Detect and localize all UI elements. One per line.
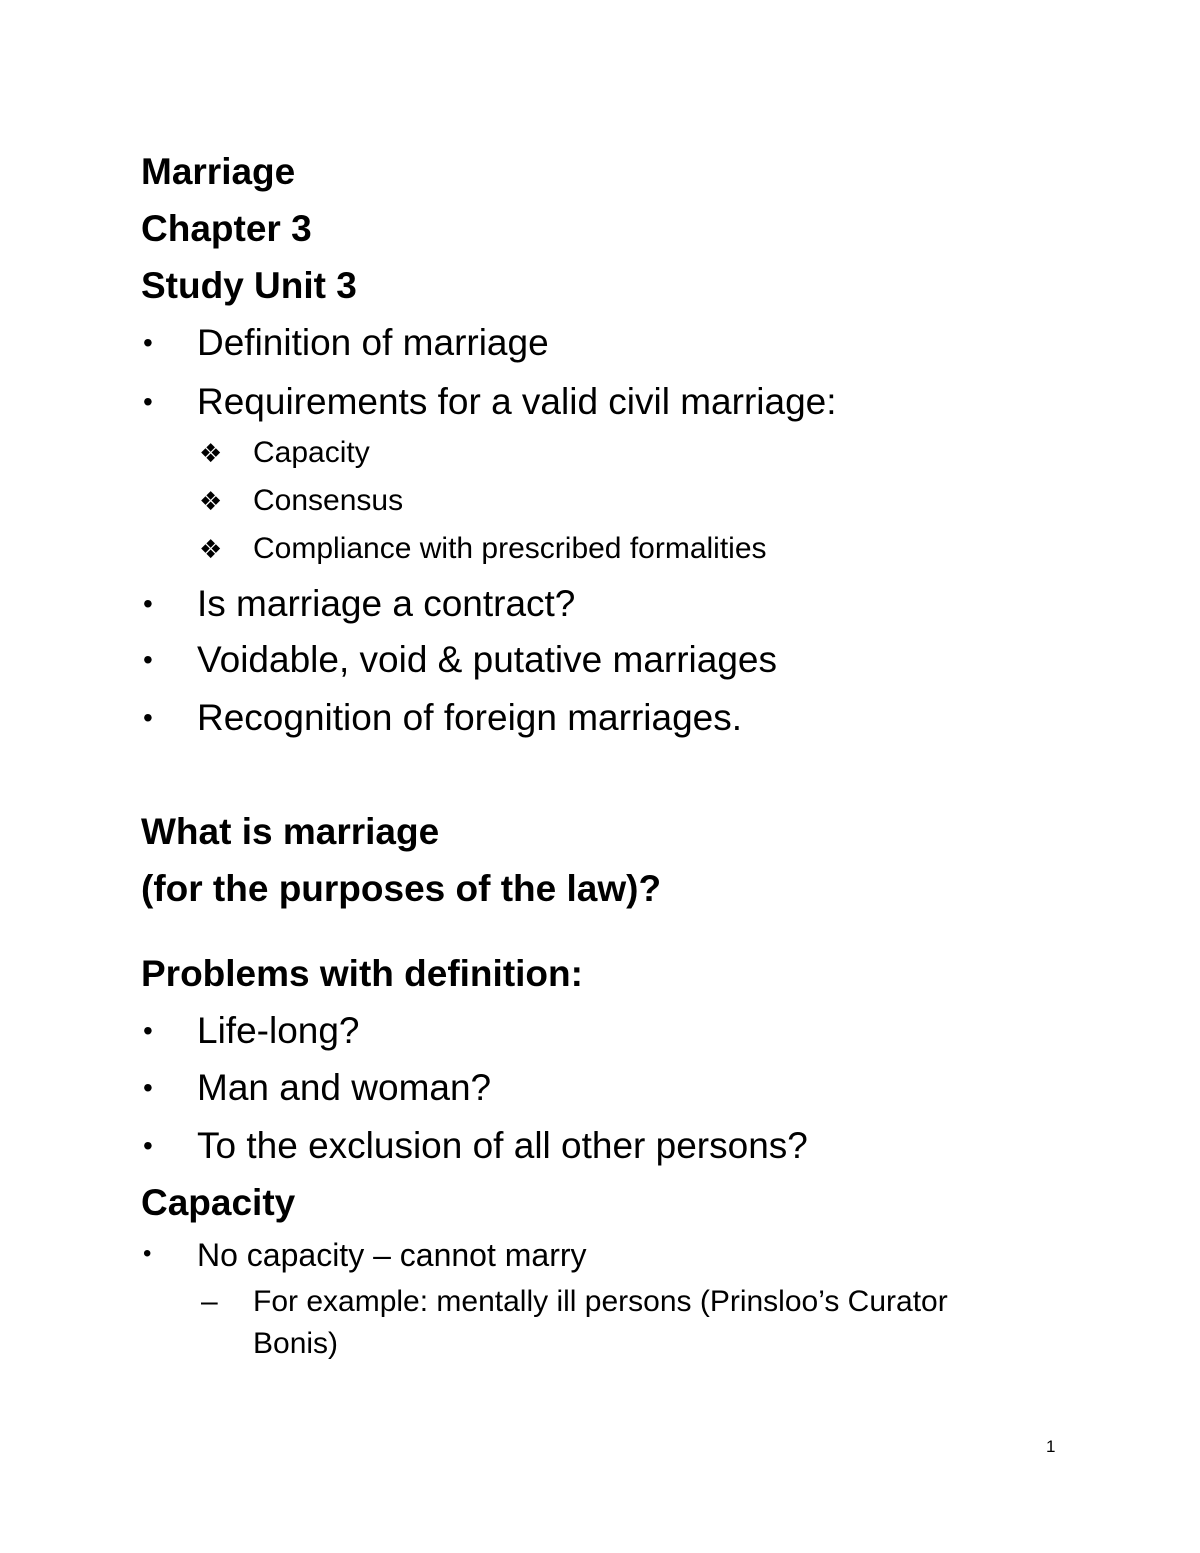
section-heading: (for the purposes of the law)?: [141, 868, 662, 909]
bullet-marker: •: [143, 702, 153, 733]
bullet-marker: •: [143, 1072, 153, 1103]
chapter-heading: Chapter 3: [141, 208, 312, 249]
bullet-marker: •: [143, 327, 153, 358]
section-heading: Capacity: [141, 1182, 296, 1223]
capacity-example: For example: mentally ill persons (Prinsloo’s Curator: [253, 1285, 948, 1318]
capacity-example-continued: Bonis): [253, 1327, 339, 1360]
section-heading: Problems with definition:: [141, 953, 583, 994]
capacity-item: No capacity – cannot marry: [197, 1237, 587, 1273]
outline-item: Voidable, void & putative marriages: [197, 639, 778, 680]
dash-marker: –: [201, 1285, 218, 1318]
diamond-bullet-icon: ❖: [199, 534, 223, 564]
requirement-item: Capacity: [253, 436, 370, 469]
diamond-bullet-icon: ❖: [199, 438, 223, 468]
problem-item: Man and woman?: [197, 1067, 492, 1108]
outline-item: Is marriage a contract?: [197, 583, 576, 624]
study-unit-heading: Study Unit 3: [141, 265, 357, 306]
bullet-marker: •: [143, 1015, 153, 1046]
bullet-marker: •: [143, 1240, 152, 1267]
outline-item: Recognition of foreign marriages.: [197, 697, 743, 738]
bullet-marker: •: [143, 588, 153, 619]
problem-item: To the exclusion of all other persons?: [197, 1125, 808, 1166]
bullet-marker: •: [143, 386, 153, 417]
requirement-item: Compliance with prescribed formalities: [253, 532, 767, 565]
page-number: 1: [1046, 1437, 1056, 1456]
diamond-bullet-icon: ❖: [199, 486, 223, 516]
section-heading: What is marriage: [141, 811, 440, 852]
outline-item: Requirements for a valid civil marriage:: [197, 381, 837, 422]
bullet-marker: •: [143, 1130, 153, 1161]
requirement-item: Consensus: [253, 484, 404, 517]
outline-item: Definition of marriage: [197, 322, 549, 363]
document-title: Marriage: [141, 151, 296, 192]
problem-item: Life-long?: [197, 1010, 360, 1051]
bullet-marker: •: [143, 644, 153, 675]
